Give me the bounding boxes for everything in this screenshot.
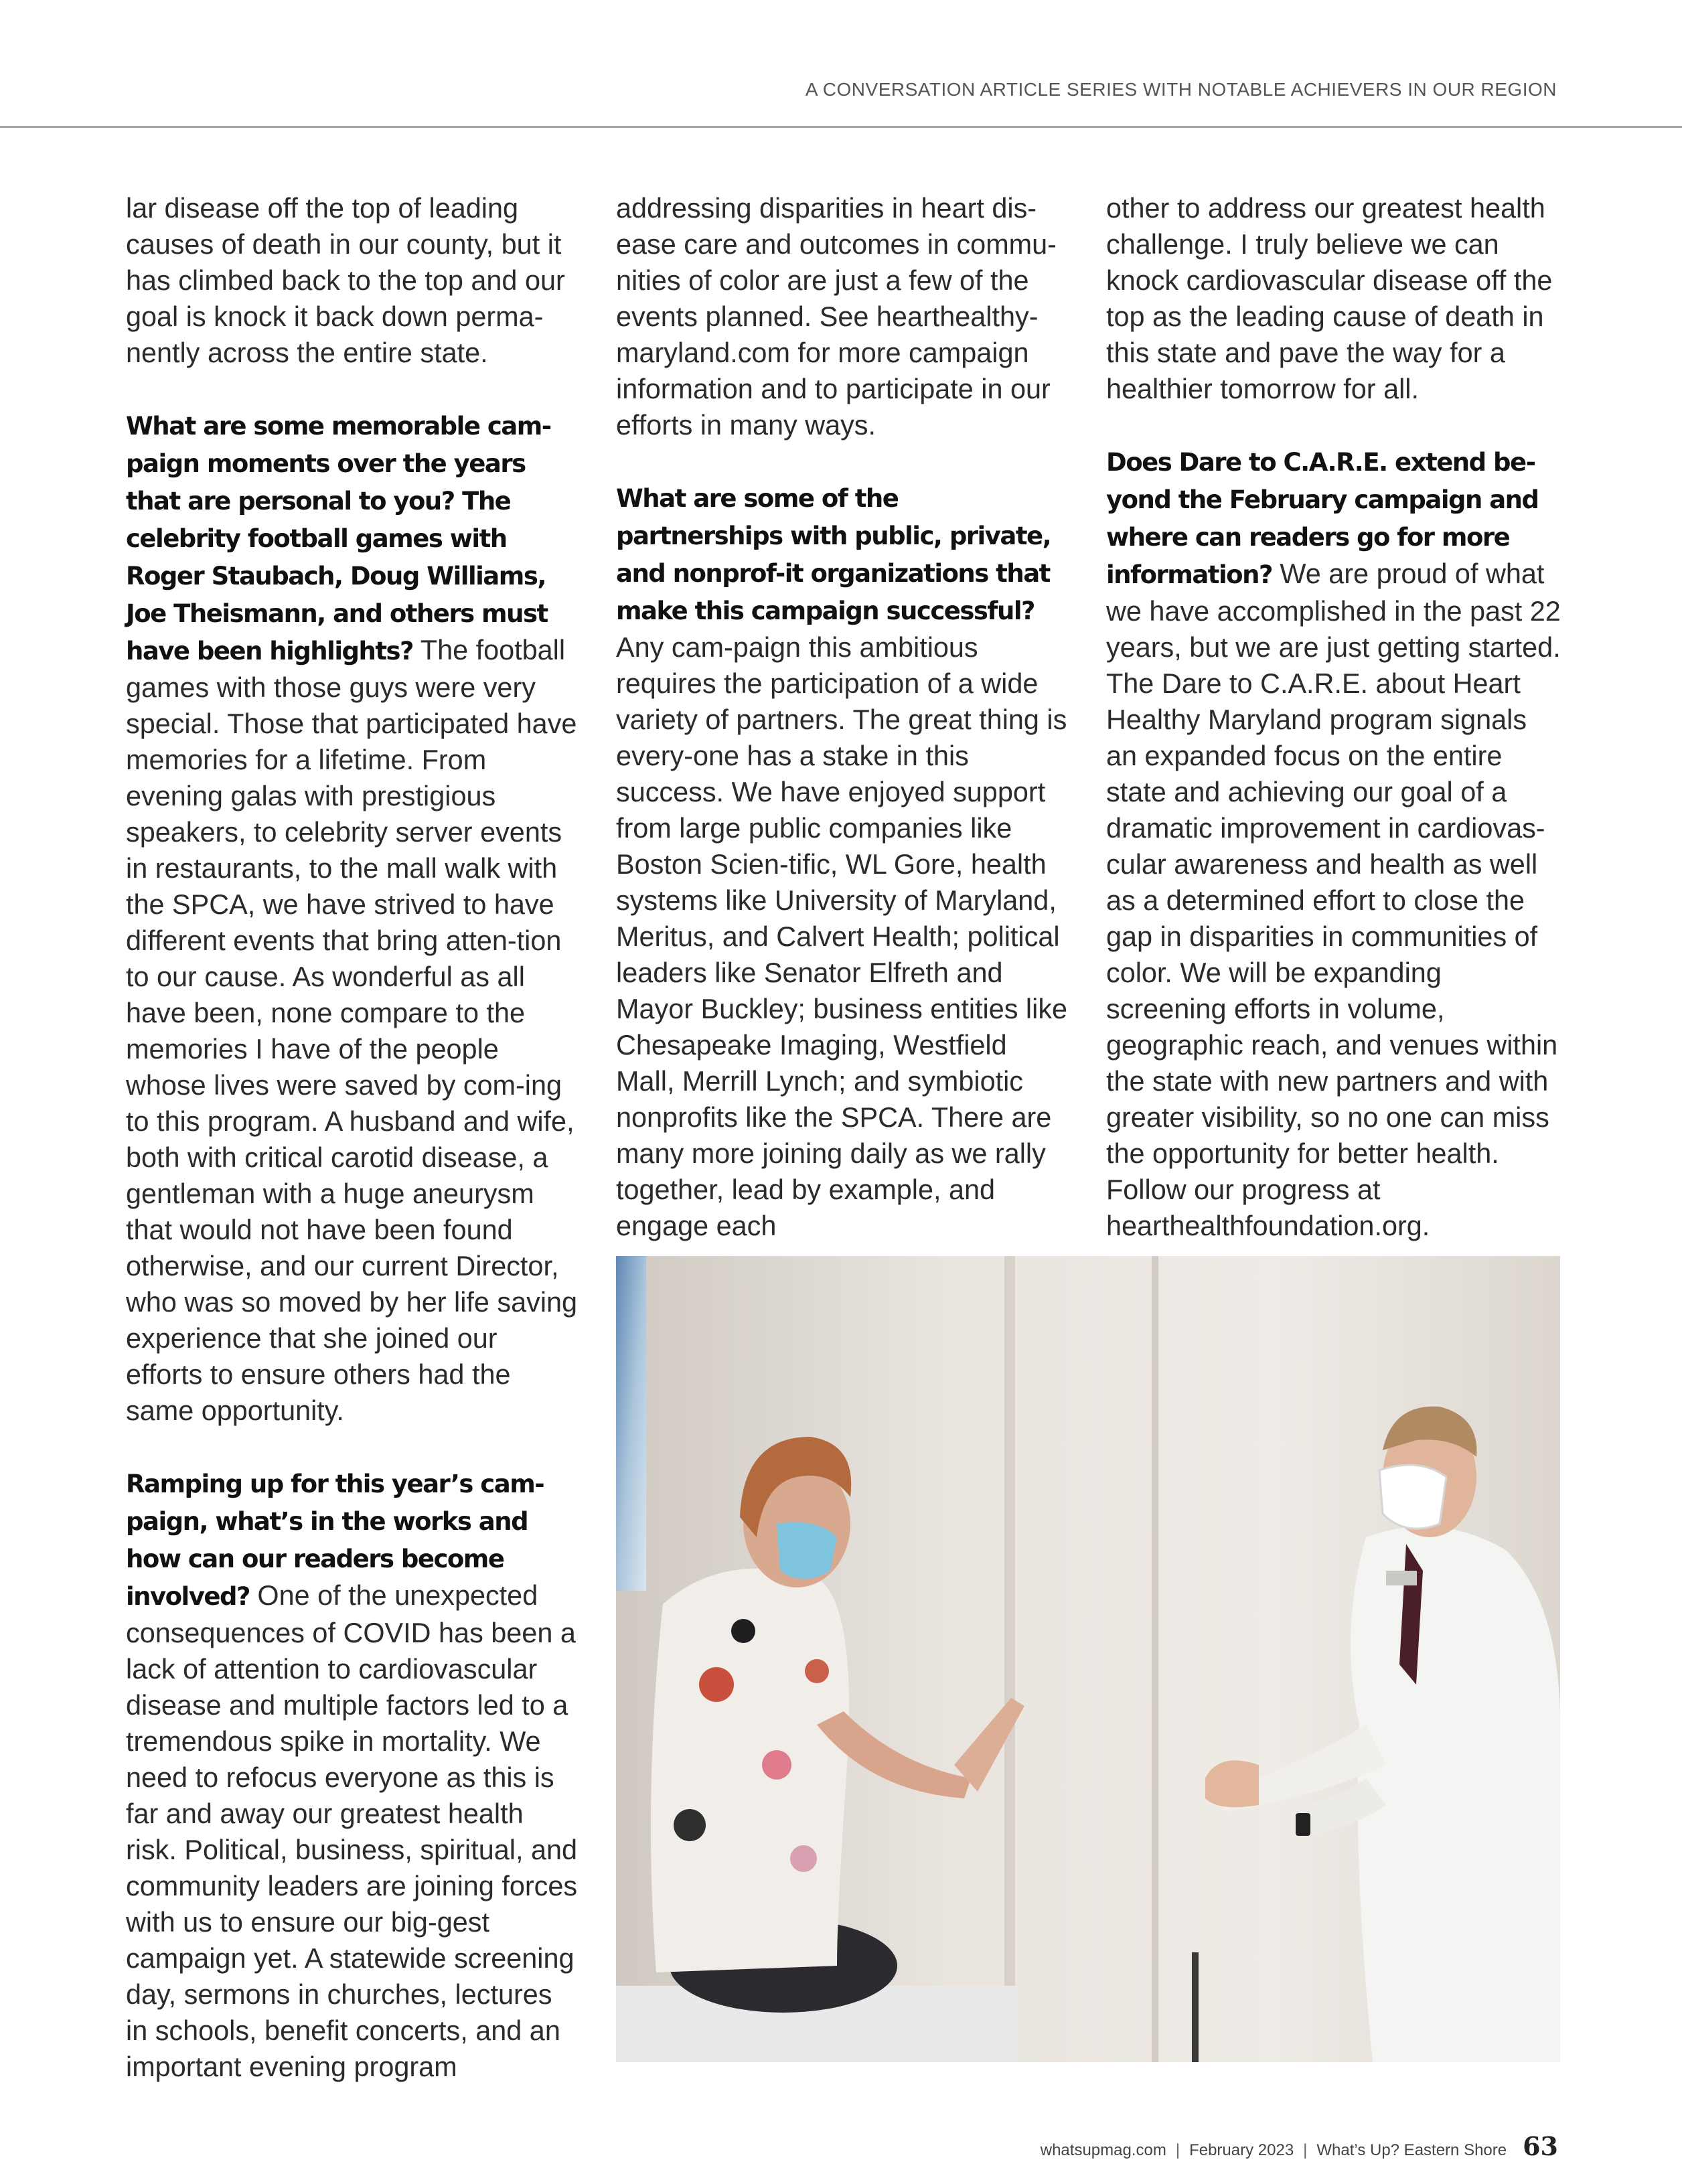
door-frame — [1152, 1256, 1158, 2062]
page-header — [0, 0, 1682, 128]
series-title: A CONVERSATION ARTICLE SERIES WITH NOTABLE ACHIEVERS IN OUR REGION — [805, 79, 1557, 100]
paragraph: addressing disparities in heart dis-ease care and outcomes in commu-nities of color are just a few of the events planned. See hearthealthy-maryland.com for more campaign information and to participate in our efforts in many ways. — [616, 193, 1057, 441]
flower-print-icon — [805, 1659, 829, 1683]
wall-panel-edge — [1004, 1256, 1015, 2062]
footer-publication: What’s Up? Eastern Shore — [1316, 2141, 1507, 2159]
interview-question: What are some of the partnerships with public, private, and nonprof-it organizations that make this campaign successful? — [616, 484, 1051, 625]
flower-print-icon — [699, 1667, 734, 1702]
interview-question: Ramping up for this year’s cam-paign, what’s in the works and how can our readers become involved? — [126, 1470, 544, 1611]
flower-print-icon — [731, 1619, 755, 1643]
interview-answer: The football games with those guys were very special. Those that participated have memories for a lifetime. From evening galas with prestigious speakers, to celebrity server events in restaurants, to the mall walk with the SPCA, we have strived to have different events that bring atten-tion to our cause. As wonderful as all have been, none compare to the memories I have of the people whose lives were saved by com-ing to this program. A husband and wife, both with critical carotid disease, a gentleman with a huge aneurysm that would not have been found otherwise, and our current Director, who was so moved by her life saving experience that she joined our efforts to ensure others had the same opportunity. — [126, 635, 578, 1426]
article-photo — [616, 1256, 1560, 2062]
article-column-1 — [126, 190, 581, 2085]
footer-site: whatsupmag.com — [1040, 2141, 1166, 2159]
page-number: 63 — [1523, 2131, 1558, 2161]
paragraph: lar disease off the top of leading causes of death in our county, but it has climbed back to the top and our goal is knock it back down perma-nently across the entire state. — [126, 193, 565, 368]
qa-block — [126, 1465, 581, 2085]
white-coat — [1351, 1527, 1560, 2062]
stand-leg — [1192, 1952, 1199, 2062]
flower-print-icon — [762, 1750, 791, 1780]
paragraph: other to address our greatest health challenge. I truly believe we can knock cardiovascular disease off the top as the leading cause of death in this state and pave the way for a healthier tomorrow for all. — [1106, 193, 1553, 404]
article-column-2 — [616, 190, 1071, 1244]
article-column-3 — [1106, 190, 1561, 1244]
footer-separator: | — [1303, 2141, 1308, 2159]
n95-mask-icon — [1379, 1465, 1446, 1529]
page-footer — [1041, 2131, 1558, 2161]
qa-block — [1106, 443, 1561, 1244]
interview-answer: One of the unexpected consequences of COVID has been a lack of attention to cardiovascular disease and multiple factors led to a tremendous spike in mortality. We need to refocus everyone as this is far and away our greatest health risk. Political, business, spiritual, and community leaders are joining forces with us to ensure our big-gest campaign yet. A statewide screening day, sermons in churches, lectures in schools, benefit concerts, and an important evening program — [126, 1580, 578, 2082]
footer-issue: February 2023 — [1189, 2141, 1294, 2159]
interview-answer: Any cam-paign this ambitious requires the participation of a wide variety of partners. The great thing is every-one has a stake in this success. We have enjoyed support from large public companies like Boston Scien-tific, WL Gore, health systems like University of Maryland, Meritus, and Calvert Health; political leaders like Senator Elfreth and Mayor Buckley; business entities like Chesapeake Imaging, Westfield Mall, Merrill Lynch; and symbiotic nonprofits like the SPCA. There are many more joining daily as we rally together, lead by example, and engage each — [616, 632, 1068, 1241]
smartwatch-icon — [1296, 1813, 1310, 1836]
interview-question: Does Dare to C.A.R.E. extend be-yond the February campaign and where can readers go for more information? — [1106, 448, 1539, 589]
face-mask-icon — [777, 1523, 837, 1579]
coat-embroidery — [1386, 1571, 1417, 1585]
wall-art — [616, 1256, 646, 1591]
qa-block — [616, 479, 1071, 1244]
flower-print-icon — [790, 1845, 817, 1872]
interview-question: What are some memorable cam-paign moments over the years that are personal to you? The celebrity football games with Roger Staubach, Doug Williams, Joe Theismann, and others must have been highlights? — [126, 412, 551, 666]
flower-print-icon — [674, 1809, 706, 1841]
doctor-patient-illustration — [616, 1256, 1560, 2062]
qa-block — [126, 407, 581, 1429]
interview-answer: We are proud of what we have accomplished in the past 22 years, but we are just getting started. The Dare to C.A.R.E. about Heart Healthy Maryland program signals an expanded focus on the entire state and achieving our goal of a dramatic improvement in cardiovas-cular awareness and health as well as a determined effort to close the gap in disparities in communities of color. We will be expanding screening efforts in volume, geographic reach, and venues within the state with new partners and with greater visibility, so no one can miss the opportunity for better health. Follow our progress at hearthealthfoundation.org. — [1106, 558, 1561, 1241]
footer-separator: | — [1175, 2141, 1180, 2159]
